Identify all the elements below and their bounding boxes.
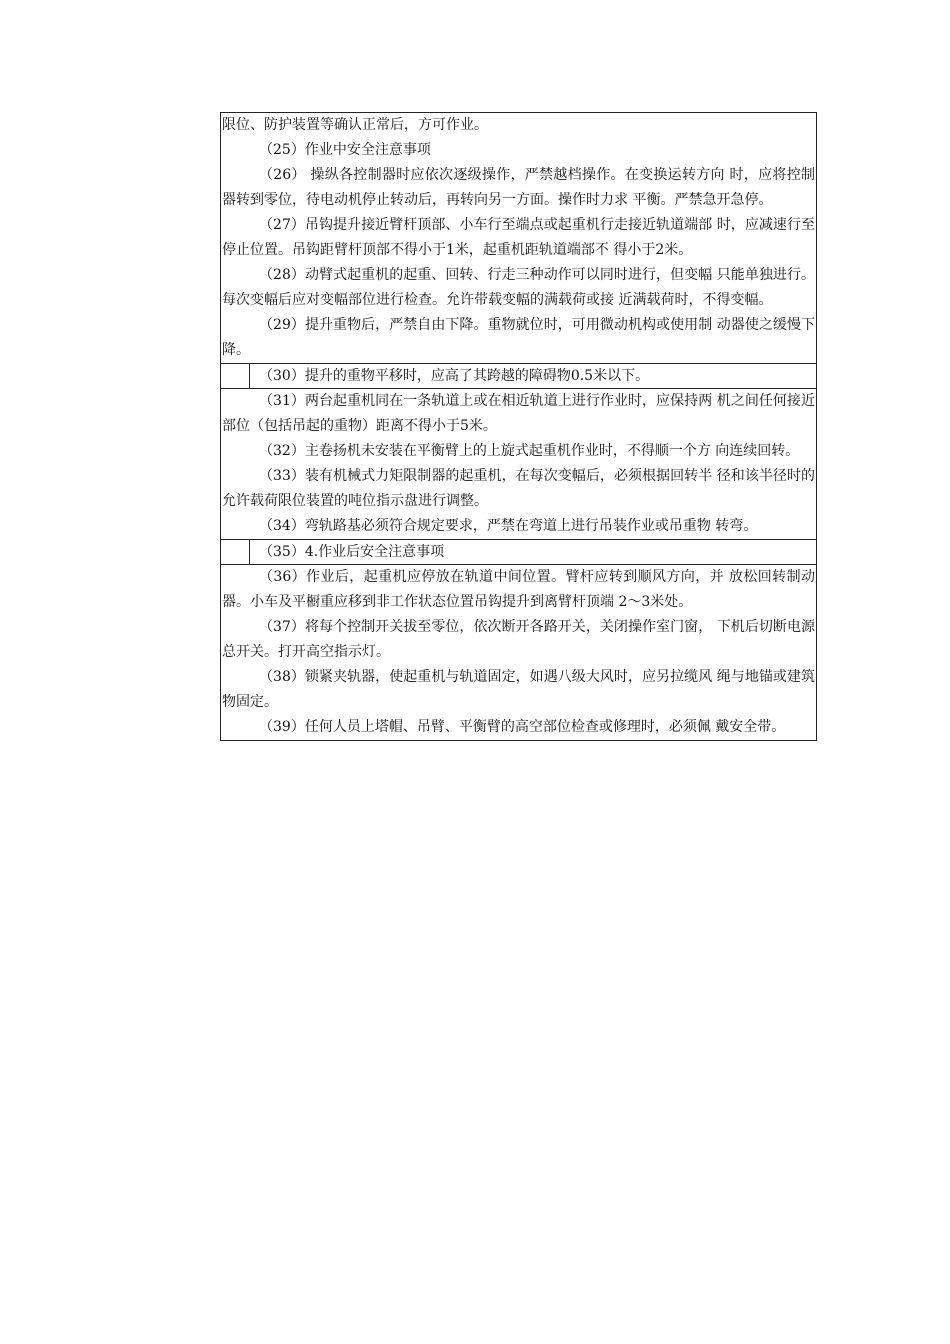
paragraph-35-heading: （35）4.作业后安全注意事项 bbox=[259, 544, 445, 560]
paragraph-28: （28）动臂式起重机的起重、回转、行走三种动作可以同时进行，但变幅 只能单独进行。每次变幅后应对变幅部位进行检查。允许带载变幅的满载荷或接 近满载荷时，不得变幅。 bbox=[222, 267, 815, 308]
paragraph-27: （27）吊钩提升接近臂杆顶部、小车行至端点或起重机行走接近轨道端部 时，应减速行至停止位置。吊钩距臂杆顶部不得小于1米，起重机距轨道端部不 得小于2米。 bbox=[222, 217, 815, 258]
paragraph-26: （26） 操纵各控制器时应依次逐级操作，严禁越档操作。在变换运转方向 时，应将控制器转到零位，待电动机停止转动后，再转向另一方面。操作时力求 平衡。严禁急开急停。 bbox=[222, 167, 815, 208]
paragraph-32: （32）主卷扬机未安装在平衡臂上的上旋式起重机作业时，不得顺一个方 向连续回转。 bbox=[259, 443, 800, 459]
paragraph-34: （34）弯轨路基必须符合规定要求，严禁在弯道上进行吊装作业或吊重物 转弯。 bbox=[259, 518, 758, 534]
section-row-30 bbox=[220, 363, 817, 389]
paragraph-limit-check: 限位、防护装置等确认正常后，方可作业。 bbox=[222, 117, 488, 133]
paragraph-36: （36）作业后，起重机应停放在轨道中间位置。臂杆应转到顺风方向，并 放松回转制动器。小车及平橱重应移到非工作状态位置吊钩提升到离臂杆顶端 2〜3米处。 bbox=[222, 569, 815, 610]
section-block-3 bbox=[220, 564, 817, 741]
section-row-35 bbox=[220, 539, 817, 565]
paragraph-39: （39）任何人员上塔帽、吊臂、平衡臂的高空部位检查或修理时，必须佩 戴安全带。 bbox=[259, 719, 786, 735]
paragraph-37: （37）将每个控制开关拔至零位，依次断开各路开关，关闭操作室门窗， 下机后切断电源总开关。打开高空指示灯。 bbox=[222, 619, 815, 660]
paragraph-33: （33）装有机械式力矩限制器的起重机，在每次变幅后，必须根据回转半 径和该半径时的允许载荷限位装置的吨位指示盘进行调整。 bbox=[222, 468, 815, 509]
paragraph-38: （38）锁紧夹轨器，使起重机与轨道固定，如遇八级大风时，应另拉缆风 绳与地锚或建筑物固定。 bbox=[222, 669, 815, 710]
row-35-cell bbox=[249, 540, 816, 564]
section-block-2 bbox=[220, 388, 817, 540]
paragraph-30: （30）提升的重物平移时，应高了其跨越的障碍物0.5米以下。 bbox=[259, 368, 650, 384]
section-block-1 bbox=[220, 112, 817, 364]
document-table bbox=[220, 112, 817, 741]
row-30-cell bbox=[249, 364, 816, 388]
paragraph-29: （29）提升重物后，严禁自由下降。重物就位时，可用微动机构或使用制 动器使之缓慢下降。 bbox=[222, 317, 815, 358]
paragraph-25-heading: （25）作业中安全注意事项 bbox=[259, 142, 431, 158]
paragraph-31: （31）两台起重机同在一条轨道上或在相近轨道上进行作业时，应保持两 机之间任何接近部位（包括吊起的重物）距离不得小于5米。 bbox=[222, 393, 815, 434]
